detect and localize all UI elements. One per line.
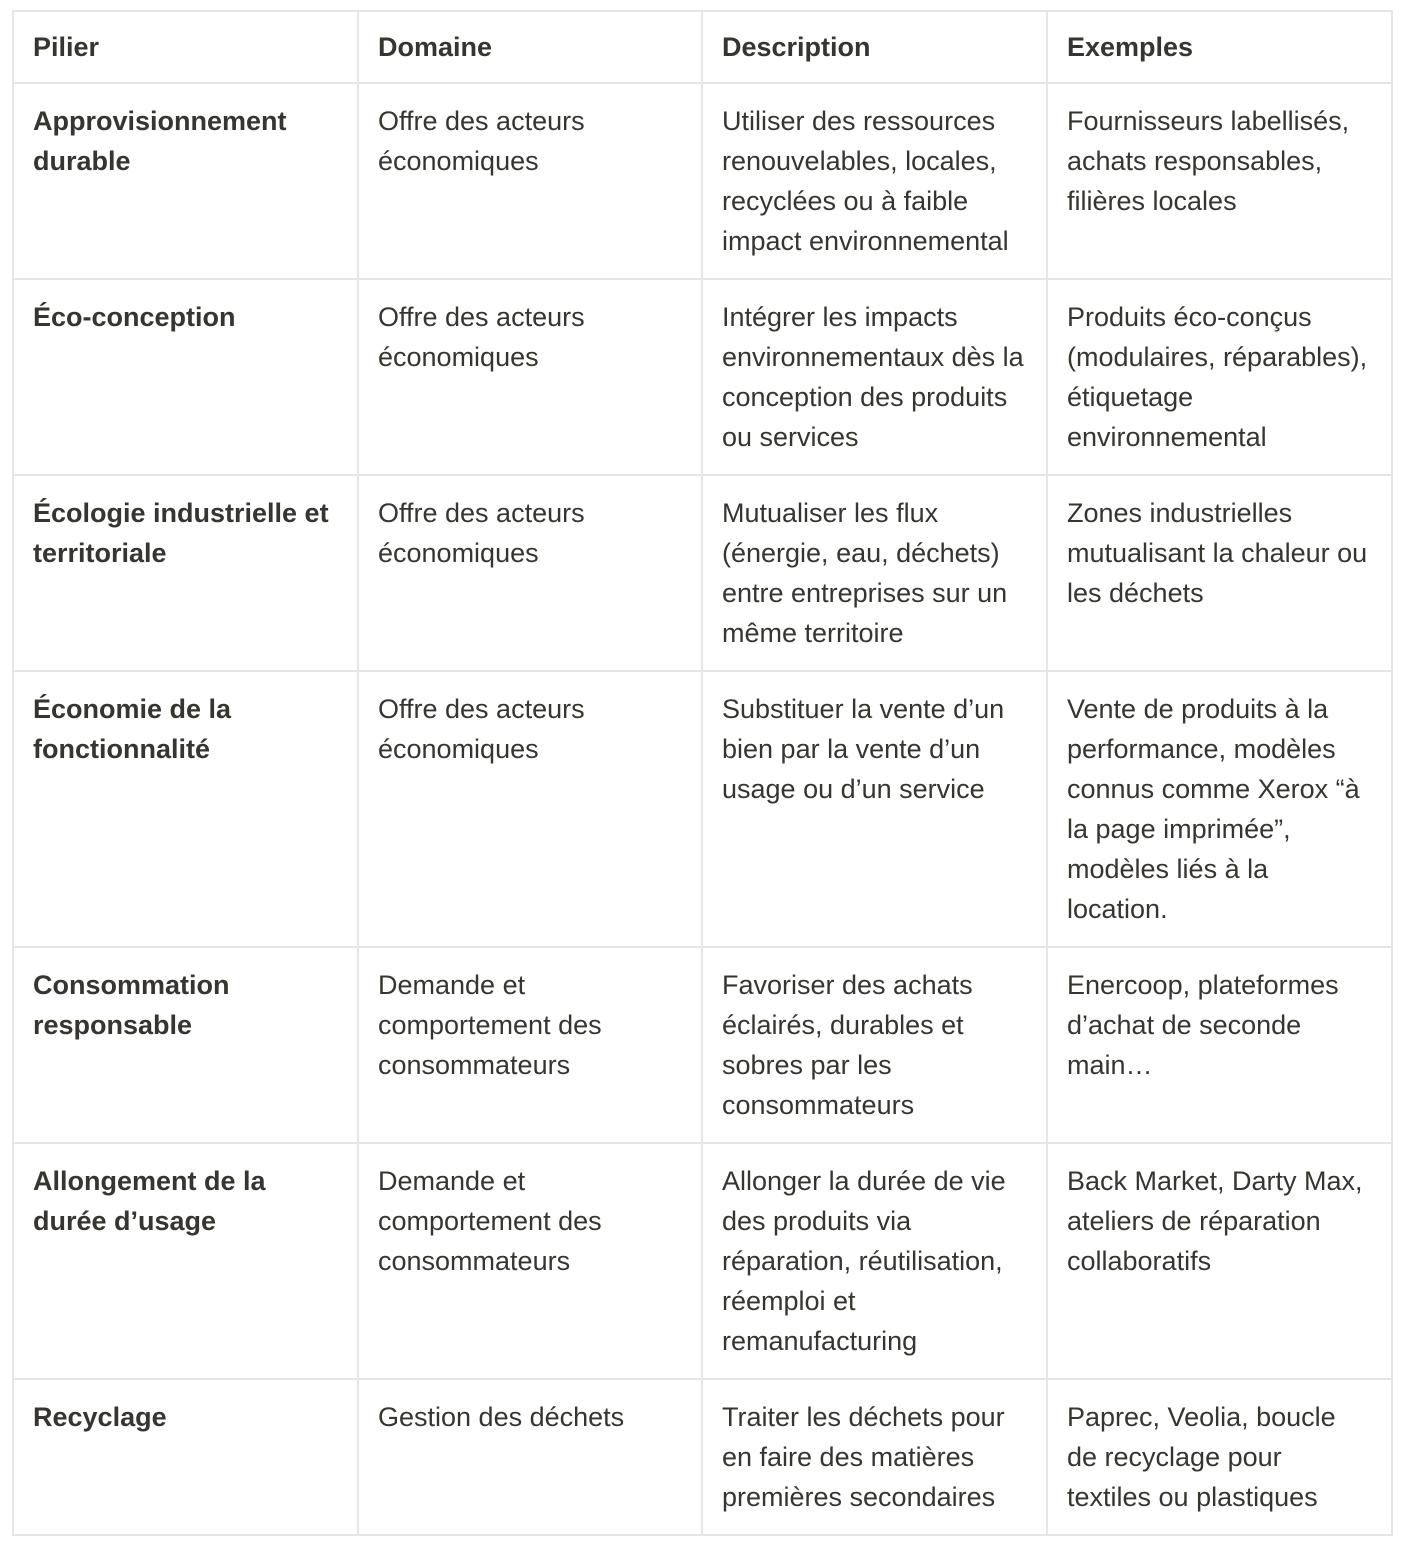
cell-pilier: Recyclage xyxy=(13,1379,358,1535)
cell-pilier: Éco-conception xyxy=(13,279,358,475)
cell-pilier: Consommation responsable xyxy=(13,947,358,1143)
cell-description: Allonger la durée de vie des produits via réparation, réutilisation, réemploi et remanufacturing xyxy=(702,1143,1047,1379)
cell-description: Favoriser des achats éclairés, durables et sobres par les consommateurs xyxy=(702,947,1047,1143)
cell-domaine: Offre des acteurs économiques xyxy=(358,671,702,947)
cell-domaine: Gestion des déchets xyxy=(358,1379,702,1535)
table-row xyxy=(13,1379,1392,1535)
cell-domaine: Offre des acteurs économiques xyxy=(358,279,702,475)
piliers-table xyxy=(12,10,1393,1536)
cell-domaine: Demande et comportement des consommateurs xyxy=(358,947,702,1143)
cell-exemples: Paprec, Veolia, boucle de recyclage pour textiles ou plastiques xyxy=(1047,1379,1392,1535)
cell-description: Utiliser des ressources renouvelables, locales, recyclées ou à faible impact environnemental xyxy=(702,83,1047,279)
cell-pilier: Approvisionnement durable xyxy=(13,83,358,279)
cell-exemples: Back Market, Darty Max, ateliers de réparation collaboratifs xyxy=(1047,1143,1392,1379)
cell-description: Substituer la vente d’un bien par la vente d’un usage ou d’un service xyxy=(702,671,1047,947)
header-pilier: Pilier xyxy=(13,11,358,83)
table-header-row xyxy=(13,11,1392,83)
cell-exemples: Zones industrielles mutualisant la chaleur ou les déchets xyxy=(1047,475,1392,671)
table-row xyxy=(13,947,1392,1143)
table-row xyxy=(13,83,1392,279)
cell-domaine: Demande et comportement des consommateurs xyxy=(358,1143,702,1379)
table-row xyxy=(13,475,1392,671)
cell-exemples: Enercoop, plateformes d’achat de seconde main… xyxy=(1047,947,1392,1143)
table-container xyxy=(12,10,1391,1536)
cell-exemples: Fournisseurs labellisés, achats responsables, filières locales xyxy=(1047,83,1392,279)
cell-exemples: Vente de produits à la performance, modèles connus comme Xerox “à la page imprimée”, modèles liés à la location. xyxy=(1047,671,1392,947)
cell-description: Mutualiser les flux (énergie, eau, déchets) entre entreprises sur un même territoire xyxy=(702,475,1047,671)
table-row xyxy=(13,1143,1392,1379)
table-row xyxy=(13,671,1392,947)
header-description: Description xyxy=(702,11,1047,83)
cell-domaine: Offre des acteurs économiques xyxy=(358,83,702,279)
header-exemples: Exemples xyxy=(1047,11,1392,83)
cell-domaine: Offre des acteurs économiques xyxy=(358,475,702,671)
cell-description: Intégrer les impacts environnementaux dès la conception des produits ou services xyxy=(702,279,1047,475)
cell-pilier: Écologie industrielle et territoriale xyxy=(13,475,358,671)
table-row xyxy=(13,279,1392,475)
header-domaine: Domaine xyxy=(358,11,702,83)
cell-description: Traiter les déchets pour en faire des matières premières secondaires xyxy=(702,1379,1047,1535)
cell-pilier: Économie de la fonctionnalité xyxy=(13,671,358,947)
cell-exemples: Produits éco-conçus (modulaires, réparables), étiquetage environnemental xyxy=(1047,279,1392,475)
cell-pilier: Allongement de la durée d’usage xyxy=(13,1143,358,1379)
